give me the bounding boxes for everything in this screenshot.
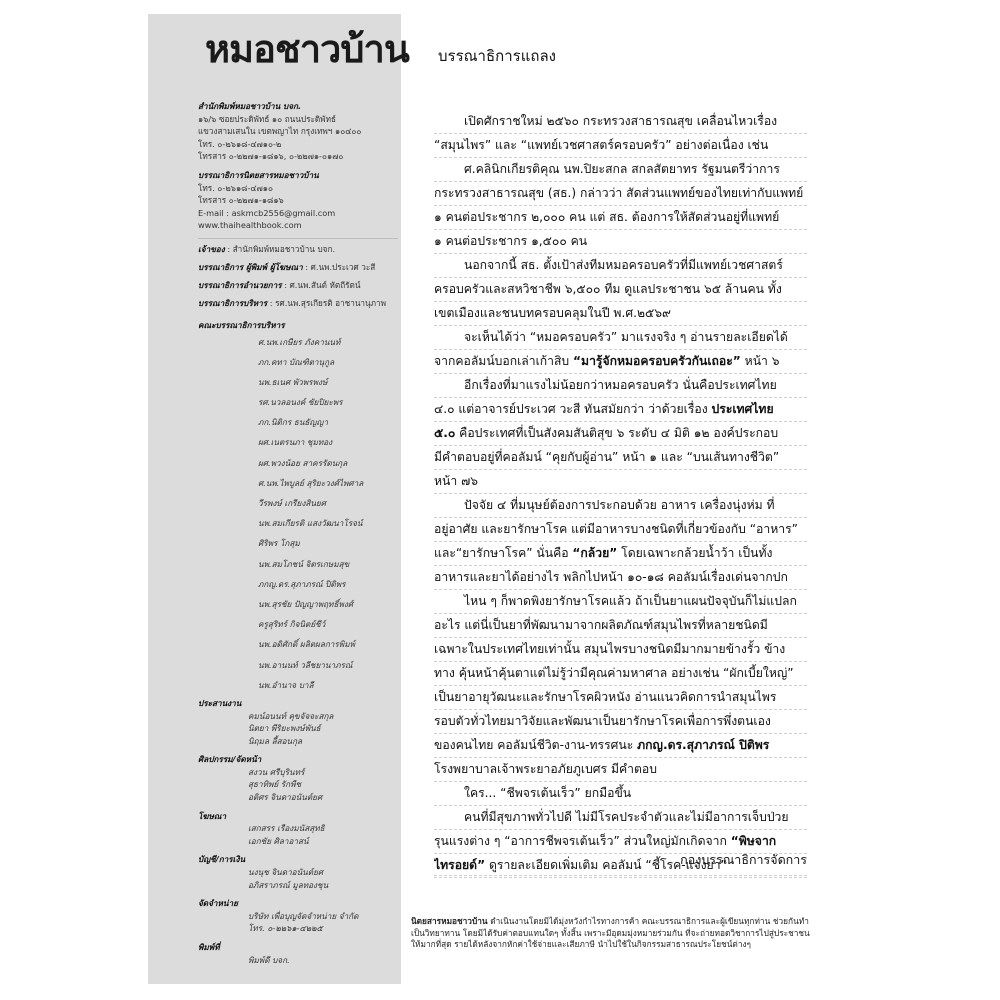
magazine-email: E-mail : askmcb2556@gmail.com — [198, 207, 336, 218]
magazine-fax: โทรสาร ๐-๒๒๗๑-๑๘๑๖ — [198, 195, 284, 206]
board-member: นพ.สุรชัย ปัญญาพฤทธิ์พงศ์ — [258, 598, 354, 609]
sidebar-credits — [198, 100, 398, 966]
department-member: นิตยา พีริยะพงษ์พันธ์ — [248, 723, 321, 734]
article-text: นอกจากนี้ สธ. ตั้งเป้าส่งทีมหมอครอบครัวที่มีแพทย์เวชศาสตร์ — [464, 258, 783, 272]
article-line — [434, 206, 807, 230]
department-member: บริษัท เพื่อบุญจัดจำหน่าย จำกัด — [248, 910, 359, 921]
staff-list — [198, 243, 398, 315]
article-line — [434, 110, 807, 134]
article-line — [434, 782, 807, 806]
article-line — [434, 542, 807, 566]
article-line — [434, 398, 807, 422]
publisher-phone: โทร. ๐-๒๖๑๘-๔๗๑๐-๒ — [198, 138, 282, 149]
article-text: อาหารและยาได้อย่างไร พลิกไปหน้า ๑๐-๑๘ คอลัมน์เรื่องเด่นจากปก — [434, 570, 788, 584]
divider — [434, 875, 807, 876]
masthead-logo: หมอชาวบ้าน — [205, 27, 409, 71]
article-line — [434, 182, 807, 206]
article-text: กระทรวงสาธารณสุข (สธ.) กล่าวว่า สัดส่วนแพทย์ของไทยเท่ากับแพทย์ — [434, 186, 804, 200]
publisher-fax: โทรสาร ๐-๒๒๗๑-๑๘๑๖, ๐-๒๒๗๑-๐๑๗๐ — [198, 151, 344, 162]
staff-row: บรรณาธิการ ผู้พิมพ์ ผู้โฆษณา : ศ.นพ.ประเวศ วะสี — [198, 261, 376, 272]
article-emphasis: “กล้วย” — [572, 546, 618, 560]
article-text: และ“ยารักษาโรค” นั่นคือ — [434, 546, 573, 560]
department-section: จัดจำหน่าย บริษัท เพื่อบุญจัดจำหน่าย จำกัด โทร. ๐-๒๒๖๑-๔๒๒๕ — [198, 897, 398, 935]
article-text: ศ.คลินิกเกียรติคุณ นพ.ปิยะสกล สกลสัตยาทร รัฐมนตรีว่าการ — [464, 162, 780, 176]
footer-disclaimer — [411, 916, 813, 951]
footer-lead: นิตยสารหมอชาวบ้าน — [411, 916, 488, 926]
department-member: พิมพ์ดี บจก. — [248, 954, 290, 965]
staff-row: บรรณาธิการอำนวยการ : ศ.นพ.สันต์ หัตถีรัตน์ — [198, 279, 361, 290]
article-text: เขตเมืองและชนบทครอบคลุมในปี พ.ศ.๒๕๖๙ — [434, 306, 671, 320]
article-line — [434, 302, 807, 326]
article-line — [434, 278, 807, 302]
board-member: วีรพงษ์ เกรียงสินยศ — [258, 498, 326, 509]
article-line — [434, 710, 807, 734]
department-member: เสกสรร เรืองมนัสสุทธิ — [248, 823, 325, 834]
article-text: รอบตัวทั่วไทยมาวิจัยและพัฒนาเป็นยารักษาโรคเพื่อการพึ่งตนเอง — [434, 714, 771, 728]
article-text: ทาง คุ้นหน้าคุ้นตาแต่ไม่รู้ว่ามีคุณค่ามหาศาล อย่างเช่น “ผักเบี้ยใหญ่” — [434, 666, 794, 680]
board-heading: คณะบรรณาธิการบริหาร — [198, 319, 285, 330]
article-text: ปัจจัย ๔ ที่มนุษย์ต้องการประกอบด้วย อาหาร เครื่องนุ่งห่ม ที่ — [464, 498, 775, 512]
article-line — [434, 614, 807, 638]
article-line — [434, 470, 807, 494]
department-member: นงนุช จินดาอนันต์ยศ — [248, 867, 324, 878]
magazine-website: www.thaihealthbook.com — [198, 220, 302, 231]
article-line — [434, 758, 807, 782]
article-text: หน้า ๗๖ — [434, 474, 478, 488]
article-text: ครอบครัวและสหวิชาชีพ ๖,๕๐๐ ทีม ดูแลประชาชน ๖๕ ล้านคน ทั้ง — [434, 282, 782, 296]
editorial-title: บรรณาธิการแถลง — [438, 47, 556, 65]
article-line — [434, 662, 807, 686]
department-member: อติศร จินดาอนันต์ยศ — [248, 792, 323, 803]
footer-text: ดำเนินงานโดยมิได้มุ่งหวังกำไรทางการค้า คณะบรรณาธิการและผู้เขียนทุกท่าน ช่วยกันทำเป็นวิทยาทาน โดยมิได้รับค่าตอบแทนใดๆ ทั้งสิ้น เพราะมีอุดมมุ่งหมายร่วมกัน ที่จะถ่ายทอดวิชาการไปสู่ประชาชนให้มากที่สุด รายได้หลังจากหักค่าใช้จ่ายและเสียภาษี นำไปใช้ในกิจกรรมสาธารณประโยชน์ต่างๆ — [411, 916, 810, 949]
magazine-phone: โทร. ๐-๒๖๑๘-๔๗๑๐ — [198, 182, 273, 193]
divider — [198, 238, 398, 239]
article-line — [434, 806, 807, 830]
article-line — [434, 350, 807, 374]
board-member: ศิริพร โกสุม — [258, 538, 300, 549]
publisher-name: สำนักพิมพ์หมอชาวบ้าน บจก. — [198, 101, 302, 111]
department-section: บัญชี/การเงิน นงนุช จินดาอนันต์ยศ อภิสราภรณ์ มูลทองชุน — [198, 853, 398, 891]
article-text: จากคอลัมน์บอกเล่าเก้าสิบ — [434, 354, 574, 368]
board-member: นพ.สมเกียรติ แสงวัฒนาโรจน์ — [258, 518, 363, 529]
board-member: ภก.คทา บัณฑิตานุกูล — [258, 356, 335, 367]
article-text: หน้า ๖ — [740, 354, 780, 368]
department-member: นิฤมล ลี้สอนกุล — [248, 735, 303, 746]
article-text: โรงพยาบาลเจ้าพระยาอภัยภูเบศร มีคำตอบ — [434, 762, 657, 776]
article-text: โดยเฉพาะกล้วยน้ำว้า เป็นทั้ง — [617, 546, 773, 560]
article-text: มีคำตอบอยู่ที่คอลัมน์ “คุยกับผู้อ่าน” หน้า ๑ และ “บนเส้นทางชีวิต” — [434, 450, 780, 464]
board-member: นพ.ธเนศ พัวพรพงษ์ — [258, 376, 328, 387]
article-text: ใคร... “ชีพจรเต้นเร็ว” ยกมือขึ้น — [464, 786, 632, 800]
board-list — [198, 332, 398, 695]
magazine-editorial-block — [198, 169, 398, 232]
department-member: สงวน ศรีบุรินทร์ — [248, 766, 305, 777]
article-emphasis: ประเทศไทย — [711, 402, 774, 416]
article-text: “สมุนไพร” และ “แพทย์เวชศาสตร์ครอบครัว” อย่างต่อเนื่อง เช่น — [434, 138, 769, 152]
article-emphasis: ไทรอยด์” — [434, 858, 486, 872]
board-member: ภกญ.ดร.สุภาภรณ์ ปิติพร — [258, 578, 346, 589]
department-member: เอกชัย ศิลาอาสน์ — [248, 835, 309, 846]
article-line — [434, 518, 807, 542]
article-text: คนที่มีสุขภาพทั่วไปดี ไม่มีโรคประจำตัวและไม่มีอาการเจ็บป่วย — [464, 810, 789, 824]
article-text: อยู่อาศัย และยารักษาโรค แต่มีอาหารบางชนิดที่เกี่ยวข้องกับ “อาหาร” — [434, 522, 798, 536]
department-member: สุธาทิพย์ รักพืช — [248, 779, 302, 790]
article-text: รุนแรงต่าง ๆ “อาการชีพจรเต้นเร็ว” ส่วนใหญ่มักเกิดจาก — [434, 834, 731, 848]
article-text: ๔.๐ แต่อาจารย์ประเวศ วะสี ทันสมัยกว่า ว่าด้วยเรื่อง — [434, 402, 712, 416]
article-text: อีกเรื่องที่มาแรงไม่น้อยกว่าหมอครอบครัว นั่นคือประเทศไทย — [464, 378, 777, 392]
article-text: ๑ คนต่อประชากร ๒,๐๐๐ คน แต่ สธ. ต้องการให้สัดส่วนอยู่ที่แพทย์ — [434, 210, 780, 224]
board-member: ศ.นพ.ไพบูลย์ สุริยะวงศ์ไพศาล — [258, 477, 364, 488]
article-line — [434, 590, 807, 614]
article-line — [434, 494, 807, 518]
board-member: ศ.นพ.เกษียร ภังคานนท์ — [258, 336, 341, 347]
department-member: อภิสราภรณ์ มูลทองชุน — [248, 879, 329, 890]
magazine-editorial-name: บรรณาธิการนิตยสารหมอชาวบ้าน — [198, 169, 319, 180]
board-member: ผศ.พวงน้อย สาครรัตนกุล — [258, 457, 348, 468]
article-text: ดูรายละเอียดเพิ่มเติม คอลัมน์ “ชี้โรค-แจงยา” — [485, 858, 727, 872]
article-line — [434, 134, 807, 158]
board-member: ผศ.เนตรนภา ชุมทอง — [258, 437, 333, 448]
article-line — [434, 638, 807, 662]
publisher-address-1: ๑๖/๖ ซอยประดิพัทธ์ ๑๐ ถนนประดิพัทธ์ — [198, 113, 336, 124]
board-member: นพ.อดิศักดิ์ ผลิตผลการพิมพ์ — [258, 639, 355, 650]
publisher-address-2: แขวงสามเสนใน เขตพญาไท กรุงเทพฯ ๑๐๔๐๐ — [198, 126, 362, 137]
board-member: ครูสุริทร์ กิจนิตย์ชีว์ — [258, 619, 326, 630]
article-line — [434, 734, 807, 758]
department-section: ศิลปกรรม/จัดหน้า สงวน ศรีบุรินทร์ สุธาทิพย์ รักพืช อติศร จินดาอนันต์ยศ — [198, 753, 398, 803]
article-line — [434, 254, 807, 278]
article-emphasis: ภกญ.ดร.สุภาภรณ์ ปิติพร — [637, 738, 770, 752]
article-text: เปิดศักราชใหม่ ๒๕๖๐ กระทรวงสาธารณสุข เคลื่อนไหวเรื่อง — [464, 114, 778, 128]
department-section: ประสานงาน คมน์อนนท์ คุขจัจจะสกุล นิตยา พีริยะพงษ์พันธ์ นิฤมล ลี้สอนกุล — [198, 697, 398, 747]
article-line — [434, 686, 807, 710]
article-text: ๑ คนต่อประชากร ๑,๕๐๐ คน — [434, 234, 588, 248]
article-text: เป็นยาอายุวัฒนะและรักษาโรคผิวหนัง อ่านแนวคิดการนำสมุนไพร — [434, 690, 777, 704]
article-line — [434, 158, 807, 182]
article-line — [434, 230, 807, 254]
article-emphasis: “พิษจาก — [730, 834, 777, 848]
board-member: นพ.อำนาจ บาลี — [258, 679, 314, 690]
board-member: ภก.นิติกร ธนธัญญา — [258, 417, 328, 428]
article-text: อะไร แต่นี่เป็นยาที่พัฒนามาจากผลิตภัณฑ์สมุนไพรที่หลายชนิดมี — [434, 618, 768, 632]
board-member: รศ.นวลอนงค์ ชัยปิยะพร — [258, 397, 343, 408]
article-line — [434, 566, 807, 590]
article-text: ของคนไทย คอลัมน์ชีวิต-งาน-ทรรศนะ — [434, 738, 638, 752]
editorial-signature: กองบรรณาธิการจัดการ — [680, 852, 807, 867]
article-line — [434, 374, 807, 398]
editorial-article — [434, 110, 807, 878]
department-section: โฆษณา เสกสรร เรืองมนัสสุทธิ เอกชัย ศิลาอาสน์ — [198, 810, 398, 848]
article-text: จะเห็นได้ว่า “หมอครอบครัว” มาแรงจริง ๆ อ่านรายละเอียดได้ — [464, 330, 788, 344]
board-member: นพ.สมโภชน์ จิตรเกษมสุข — [258, 558, 350, 569]
article-text: เฉพาะในประเทศไทยเท่านั้น สมุนไพรบางชนิดมีมากมายข้างรั้ว ข้าง — [434, 642, 786, 656]
department-member: คมน์อนนท์ คุขจัจจะสกุล — [248, 710, 334, 721]
article-emphasis: ๕.๐ — [434, 426, 456, 440]
article-text: คือประเทศที่เป็นสังคมสันติสุข ๖ ระดับ ๔ มิติ ๑๒ องค์ประกอบ — [455, 426, 779, 440]
article-line — [434, 446, 807, 470]
staff-row: เจ้าของ : สำนักพิมพ์หมอชาวบ้าน บจก. — [198, 243, 336, 254]
board-member: นพ.อานนท์ วลีชยานาภรณ์ — [258, 659, 353, 670]
department-member: โทร. ๐-๒๒๖๑-๔๒๒๕ — [248, 923, 323, 934]
publisher-block — [198, 100, 398, 163]
article-emphasis: “มารู้จักหมอครอบครัวกันเถอะ” — [573, 354, 741, 368]
article-text: ไหน ๆ ก็พาดพิงยารักษาโรคแล้ว ถ้าเป็นยาแผนปัจจุบันก็ไม่แปลก — [464, 594, 797, 608]
article-line — [434, 422, 807, 446]
department-section: พิมพ์ที่ พิมพ์ดี บจก. — [198, 941, 398, 966]
article-line — [434, 326, 807, 350]
staff-row: บรรณาธิการบริหาร : รศ.นพ.สุรเกียรติ อาชานานุภาพ — [198, 297, 387, 308]
